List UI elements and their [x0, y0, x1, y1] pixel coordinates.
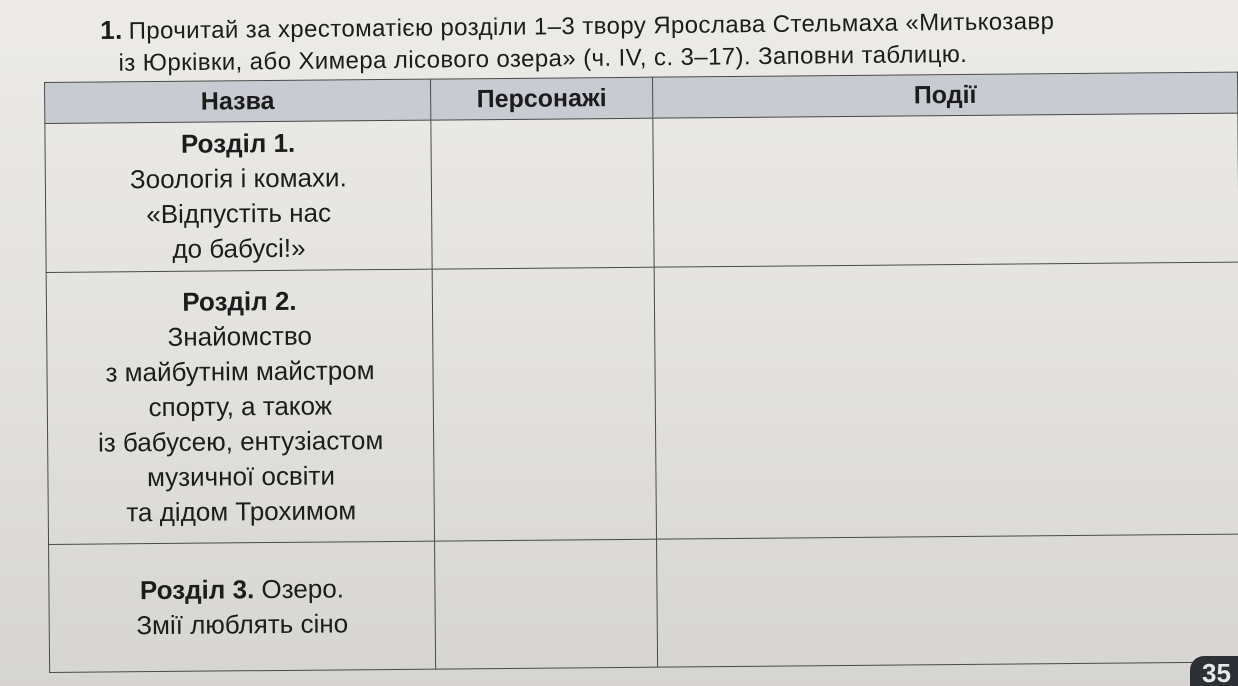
task-text-line-2: із Юрківки, або Химера лісового озера» (ч. IV, с. 3–17). Заповни таблицю.	[118, 40, 968, 77]
chapter-2-characters-cell[interactable]	[432, 267, 656, 541]
chapter-3-line: Змії люблять сіно	[136, 607, 349, 640]
chapter-2-line: та дідом Трохимом	[126, 495, 357, 528]
table-row	[45, 113, 1238, 272]
chapter-3-characters-cell[interactable]	[435, 539, 658, 669]
chapter-2-line: музичної освіти	[146, 460, 336, 493]
worksheet-table	[44, 72, 1238, 673]
chapter-1-name-cell	[45, 120, 432, 272]
header-name: Назва	[45, 79, 431, 123]
task-instruction	[100, 3, 1181, 80]
chapter-1-events-cell[interactable]	[653, 113, 1238, 267]
header-characters: Персонажі	[430, 77, 652, 120]
chapter-2-line: із бабусею, ентузіастом	[97, 425, 384, 458]
chapter-3-title-rest: Озеро.	[261, 572, 345, 604]
chapter-2-name-cell	[46, 269, 434, 544]
chapter-2-line: спорту, а також	[148, 390, 333, 423]
chapter-3-title: Розділ 3.	[139, 573, 255, 605]
chapter-1-line: Зоологія і комахи.	[129, 162, 347, 195]
chapter-3-name-cell	[49, 541, 436, 672]
worksheet-table-container	[44, 72, 1238, 667]
task-number: 1.	[100, 14, 123, 45]
chapter-1-characters-cell[interactable]	[431, 118, 654, 269]
chapter-2-line: з майбутнім майстром	[105, 355, 375, 388]
chapter-1-line: «Відпустіть нас	[146, 197, 332, 230]
chapter-2-events-cell[interactable]	[654, 262, 1238, 539]
chapter-2-title: Розділ 2.	[182, 285, 297, 317]
chapter-3-heading	[57, 570, 426, 608]
task-text-line-1: Прочитай за хрестоматією розділи 1–3 твору Ярослава Стельмаха «Митькозавр	[128, 8, 1055, 45]
chapter-1-line: до бабусі!»	[172, 232, 306, 264]
chapter-3-events-cell[interactable]	[657, 534, 1238, 667]
header-events: Події	[652, 72, 1237, 118]
chapter-2-line: Знайомство	[167, 320, 312, 352]
table-row	[46, 262, 1238, 544]
chapter-1-title: Розділ 1.	[180, 127, 296, 159]
table-row	[49, 534, 1238, 672]
page-number-badge: 35	[1190, 656, 1238, 686]
